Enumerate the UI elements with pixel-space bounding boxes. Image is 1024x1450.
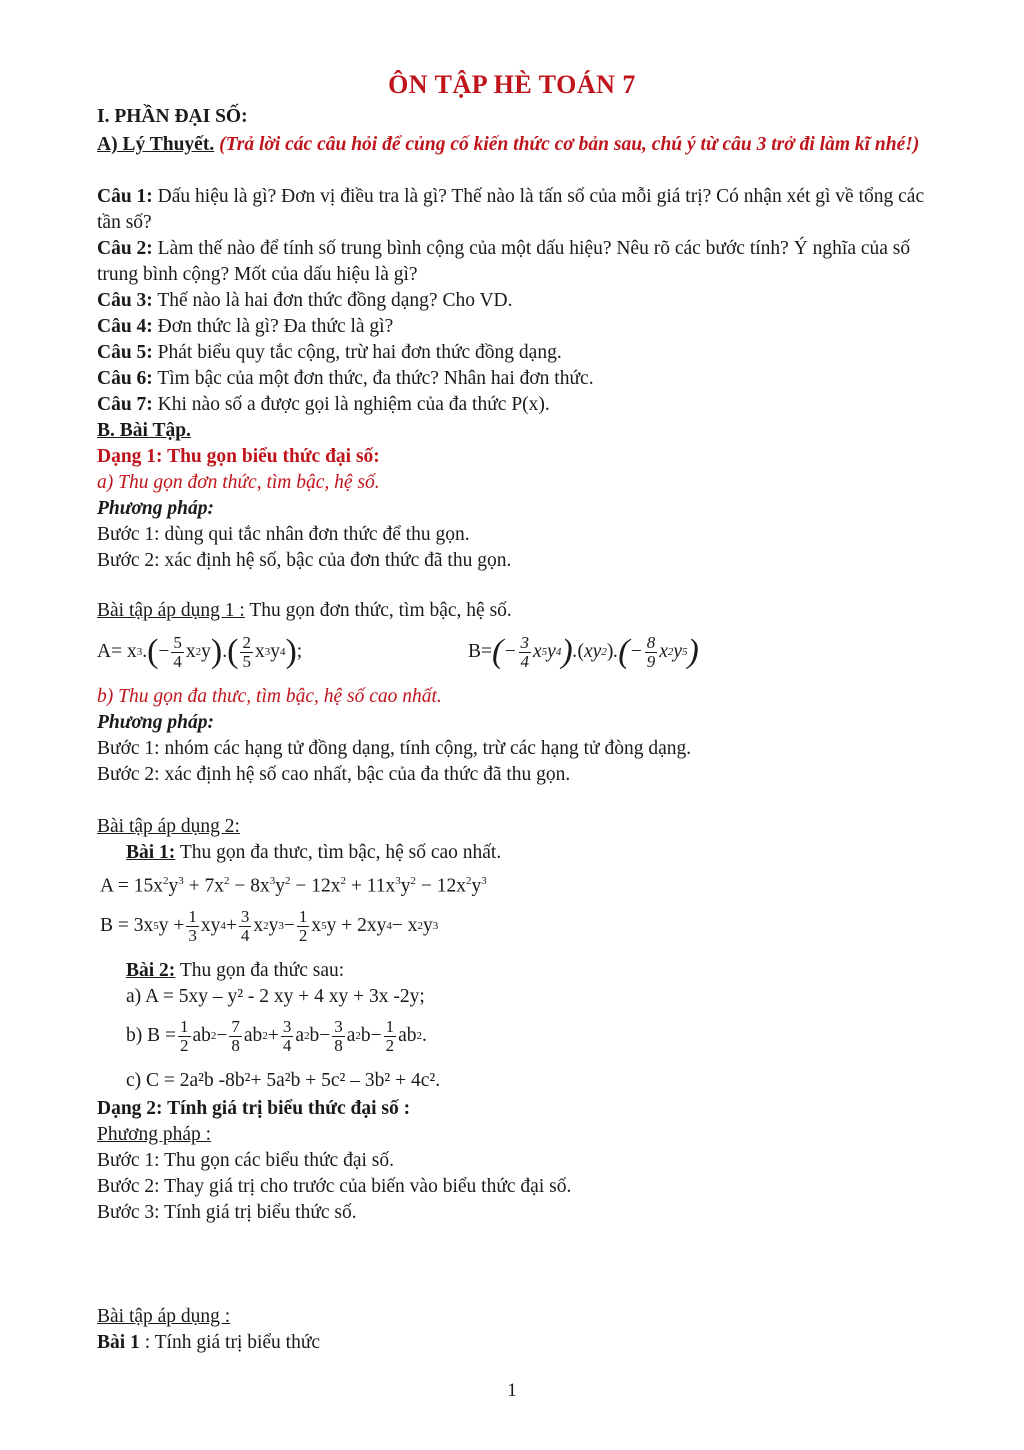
bai2-a: a) A = 5xy – y² - 2 xy + 4 xy + 3x -2y; xyxy=(126,986,425,1007)
form2-step1: Bước 1: Thu gọn các biểu thức đại số. xyxy=(97,1150,394,1171)
theory-intro xyxy=(97,132,952,158)
form2-bai1: Bài 1 : Tính giá trị biểu thức xyxy=(97,1332,321,1353)
question-7: Câu 7: Khi nào số a được gọi là nghiệm của đa thức P(x). xyxy=(97,394,550,415)
apply2: Bài tập áp dụng 2: xyxy=(97,816,240,837)
bai2-c: c) C = 2a²b -8b²+ 5a²b + 5c² – 3b² + 4c². xyxy=(126,1070,441,1091)
form1-method: Phương pháp: xyxy=(97,498,214,519)
page-number: 1 xyxy=(507,1380,517,1401)
question-3: Câu 3: Thế nào là hai đơn thức đồng dạng? Cho VD. xyxy=(97,290,513,311)
form1-step2-b: Bước 2: xác định hệ số cao nhất, bậc của đa thức đã thu gọn. xyxy=(97,764,571,785)
form1-sub-b: b) Thu gọn đa thưc, tìm bậc, hệ số cao nhất. xyxy=(97,686,442,707)
question-6: Câu 6: Tìm bậc của một đơn thức, đa thức? Nhân hai đơn thức. xyxy=(97,368,594,389)
bai2: Bài 2: Thu gọn đa thức sau: xyxy=(126,960,345,981)
part-heading: I. PHẦN ĐẠI SỐ: xyxy=(97,106,248,127)
form2-step2: Bước 2: Thay giá trị cho trước của biến vào biểu thức đại số. xyxy=(97,1176,572,1197)
form1-step1: Bước 1: dùng qui tắc nhân đơn thức để thu gọn. xyxy=(97,524,470,545)
form1-step1-b: Bước 1: nhóm các hạng tử đồng dạng, tính cộng, trừ các hạng tử đòng dạng. xyxy=(97,738,692,759)
form2-apply: Bài tập áp dụng : xyxy=(97,1306,231,1327)
question-5: Câu 5: Phát biểu quy tắc cộng, trừ hai đơn thức đồng dạng. xyxy=(97,342,562,363)
formula-b-monomial: B= ( − $\frac{3}{4}$ x 5 y 4 ) . ( xy 2 ) . ( − $\frac{8}{9}$ x 2 y 5 ) xyxy=(468,632,699,671)
page-title: ÔN TẬP HÈ TOÁN 7 xyxy=(388,70,636,99)
apply1: Bài tập áp dụng 1 : Thu gọn đơn thức, tìm bậc, hệ số. xyxy=(97,600,512,621)
theory-note: (Trả lời các câu hỏi để củng cố kiến thức cơ bản sau, chú ý từ câu 3 trở đi làm kĩ nhé!) xyxy=(219,134,920,155)
form1-method-b: Phương pháp: xyxy=(97,712,214,733)
question-4: Câu 4: Đơn thức là gì? Đa thức là gì? xyxy=(97,316,394,337)
formula-a-monomial: A= x 3 . ( − $\frac{5}{4}$ x 2 y ) . ( $\frac{2}{5}$ x 3 y 4 ) ; xyxy=(97,632,303,671)
bai1: Bài 1: Thu gọn đa thưc, tìm bậc, hệ số cao nhất. xyxy=(126,842,502,863)
form1-heading: Dạng 1: Thu gọn biểu thức đại số: xyxy=(97,446,380,467)
bai2-b-formula: b) B = $\frac{1}{2}$ ab 2 − $\frac{7}{8}$ ab 2 + $\frac{3}{4}$ a 2 b− $\frac{3}{8}$ a 2 b− $\frac{1}{2}$ ab 2 . xyxy=(126,1016,427,1055)
theory-label: A) Lý Thuyết. xyxy=(97,134,215,155)
question-2: Câu 2: Làm thế nào để tính số trung bình cộng của một dấu hiệu? Nêu rõ các bước tính? Ý nghĩa của số trung bình cộng? Mốt của dấu hiệu là gì? xyxy=(97,238,911,285)
formula-a-polynomial: $A = 15x^2y^3 + 7x^2 - 8x^3y^2 - 12x^2 + 11x^3y^2 - 12x^2y^3$ xyxy=(100,875,487,897)
form2-method: Phương pháp : xyxy=(97,1124,212,1145)
form2-heading: Dạng 2: Tính giá trị biểu thức đại số : xyxy=(97,1098,411,1119)
form1-step2: Bước 2: xác định hệ số, bậc của đơn thức đã thu gọn. xyxy=(97,550,512,571)
exercises-heading: B. Bài Tập. xyxy=(97,420,191,441)
form1-sub-a: a) Thu gọn đơn thức, tìm bậc, hệ số. xyxy=(97,472,380,493)
formula-b-polynomial: B = 3x 5 y + $\frac{1}{3}$ xy 4 + $\frac{3}{4}$ x 2 y 3 − $\frac{1}{2}$ x 5 y + 2xy 4 − x 2 y 3 xyxy=(100,906,439,945)
question-1: Câu 1: Dấu hiệu là gì? Đơn vị điều tra là gì? Thế nào là tấn số của mỗi giá trị? Có nhận xét gì về tổng các tần số? xyxy=(97,186,925,233)
form2-step3: Bước 3: Tính giá trị biểu thức số. xyxy=(97,1202,357,1223)
